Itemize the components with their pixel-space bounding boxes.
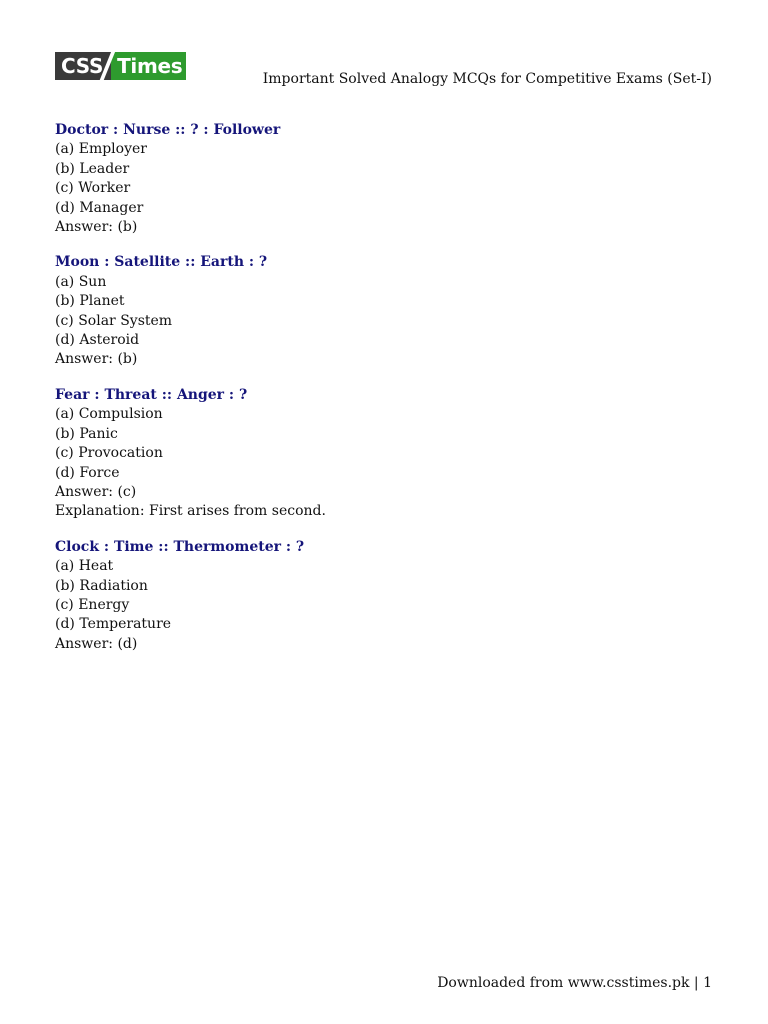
option-c: (c) Provocation: [55, 445, 163, 462]
question-text: Doctor : Nurse :: ? : Follower: [55, 122, 281, 138]
mcq-list: [55, 121, 715, 670]
option-d: (d) Temperature: [55, 616, 172, 633]
answer-text: Answer: (c): [55, 483, 137, 500]
option-c: (c) Energy: [55, 596, 130, 613]
mcq-item: [55, 121, 715, 237]
page-footer: Downloaded from www.csstimes.pk | 1: [437, 975, 712, 991]
mcq-item: [55, 386, 715, 522]
option-c: (c) Solar System: [55, 312, 173, 329]
option-a: (a) Compulsion: [55, 406, 163, 423]
option-b: (b) Radiation: [55, 577, 148, 594]
option-b: (b) Leader: [55, 160, 130, 177]
option-a: (a) Heat: [55, 558, 114, 575]
answer-text: Answer: (b): [55, 219, 138, 236]
question-text: Clock : Time :: Thermometer : ?: [55, 538, 305, 555]
answer-text: Answer: (b): [55, 351, 138, 368]
question-text: Fear : Threat :: Anger : ?: [55, 386, 248, 403]
option-b: (b) Planet: [55, 293, 125, 310]
option-d: (d) Manager: [55, 199, 144, 216]
question-text: Moon : Satellite :: Earth : ?: [55, 254, 268, 271]
option-a: (a) Sun: [55, 273, 107, 290]
answer-text: Answer: (d): [55, 635, 138, 652]
option-c: (c) Worker: [55, 180, 131, 197]
logo-css-text: CSS: [55, 52, 111, 80]
mcq-item: [55, 253, 715, 369]
option-a: (a) Employer: [55, 141, 147, 158]
option-d: (d) Force: [55, 464, 120, 481]
option-b: (b) Panic: [55, 425, 118, 442]
csstimes-logo: [55, 52, 186, 80]
explanation-text: Explanation: First arises from second.: [55, 503, 326, 520]
mcq-item: [55, 538, 715, 654]
document-header-title: Important Solved Analogy MCQs for Competitive Exams (Set-I): [262, 71, 712, 87]
option-d: (d) Asteroid: [55, 332, 140, 349]
logo-times-text: Times: [111, 52, 186, 80]
